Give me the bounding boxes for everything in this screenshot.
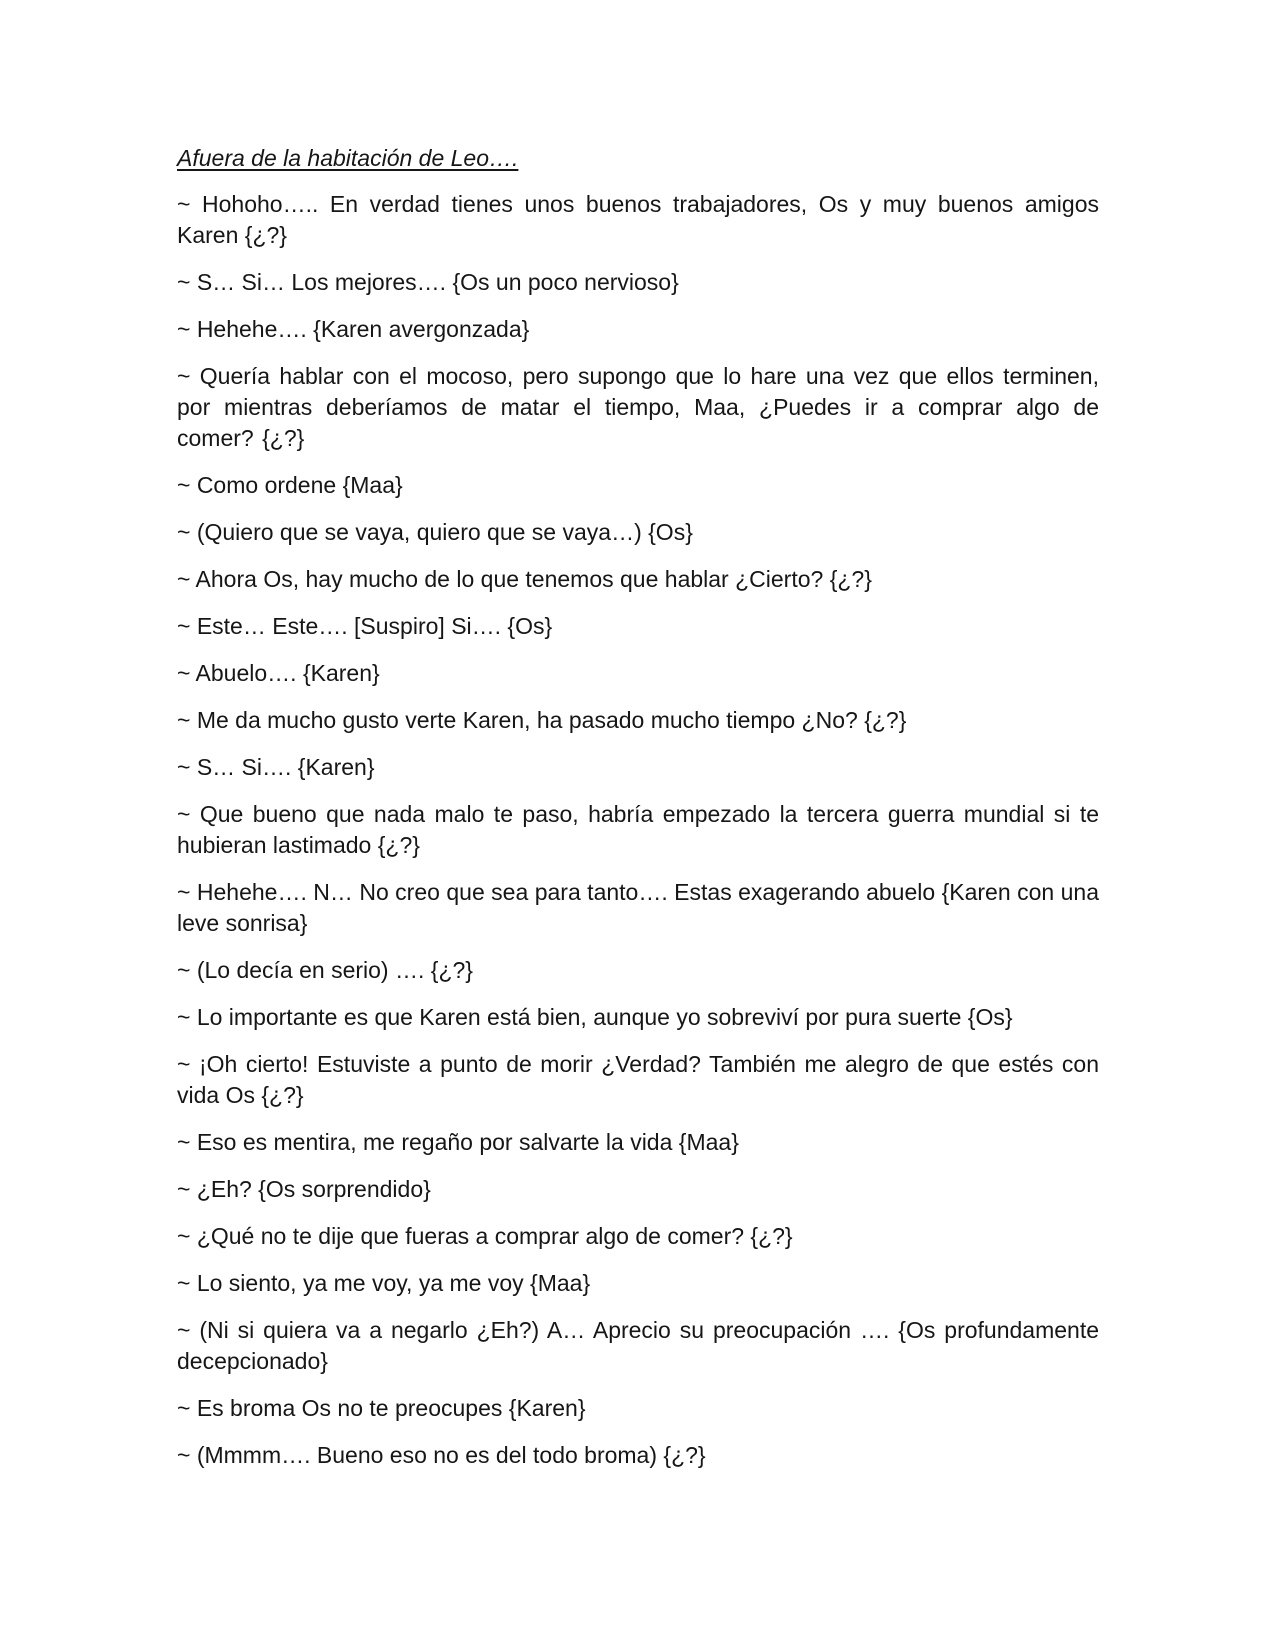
dialogue-line: ~ Hehehe…. {Karen avergonzada} xyxy=(177,316,530,342)
dialogue-line: ~ Es broma Os no te preocupes {Karen} xyxy=(177,1395,586,1421)
dialogue-line: ~ Quería hablar con el mocoso, pero supongo que lo hare una vez que ellos terminen, por mientras deberíamos de matar el tiempo, Maa, ¿Puedes ir a comprar algo de comer? {¿?} xyxy=(177,363,1099,451)
dialogue-line: ~ S… Si…. {Karen} xyxy=(177,754,375,780)
dialogue-line: ~ Lo importante es que Karen está bien, aunque yo sobreviví por pura suerte {Os} xyxy=(177,1004,1013,1030)
dialogue-line: ~ (Ni si quiera va a negarlo ¿Eh?) A… Aprecio su preocupación …. {Os profundamente decepcionado} xyxy=(177,1317,1099,1374)
dialogue-line: ~ Eso es mentira, me regaño por salvarte la vida {Maa} xyxy=(177,1129,739,1155)
dialogue-line: ~ (Quiero que se vaya, quiero que se vaya…) {Os} xyxy=(177,519,693,545)
dialogue-line: ~ (Mmmm…. Bueno eso no es del todo broma) {¿?} xyxy=(177,1442,706,1468)
dialogue-line: ~ ¿Eh? {Os sorprendido} xyxy=(177,1176,431,1202)
dialogue-line: ~ Ahora Os, hay mucho de lo que tenemos que hablar ¿Cierto? {¿?} xyxy=(177,566,872,592)
dialogue-line: ~ ¡Oh cierto! Estuviste a punto de morir ¿Verdad? También me alegro de que estés con vida Os {¿?} xyxy=(177,1051,1099,1108)
dialogue-line: ~ Hohoho….. En verdad tienes unos buenos trabajadores, Os y muy buenos amigos Karen {¿?} xyxy=(177,191,1099,248)
dialogue-line: ~ Este… Este…. [Suspiro] Si…. {Os} xyxy=(177,613,553,639)
dialogue-line: ~ Abuelo…. {Karen} xyxy=(177,660,380,686)
dialogue-line: ~ Lo siento, ya me voy, ya me voy {Maa} xyxy=(177,1270,591,1296)
section-heading: Afuera de la habitación de Leo…. xyxy=(177,145,519,171)
document-body xyxy=(177,143,1099,1487)
dialogue-line: ~ ¿Qué no te dije que fueras a comprar algo de comer? {¿?} xyxy=(177,1223,793,1249)
dialogue-line: ~ S… Si… Los mejores…. {Os un poco nervioso} xyxy=(177,269,679,295)
dialogue-line: ~ (Lo decía en serio) …. {¿?} xyxy=(177,957,473,983)
dialogue-line: ~ Me da mucho gusto verte Karen, ha pasado mucho tiempo ¿No? {¿?} xyxy=(177,707,907,733)
dialogue-line: ~ Hehehe…. N… No creo que sea para tanto…. Estas exagerando abuelo {Karen con una leve sonrisa} xyxy=(177,879,1099,936)
dialogue-line: ~ Que bueno que nada malo te paso, habría empezado la tercera guerra mundial si te hubieran lastimado {¿?} xyxy=(177,801,1099,858)
dialogue-line: ~ Como ordene {Maa} xyxy=(177,472,403,498)
